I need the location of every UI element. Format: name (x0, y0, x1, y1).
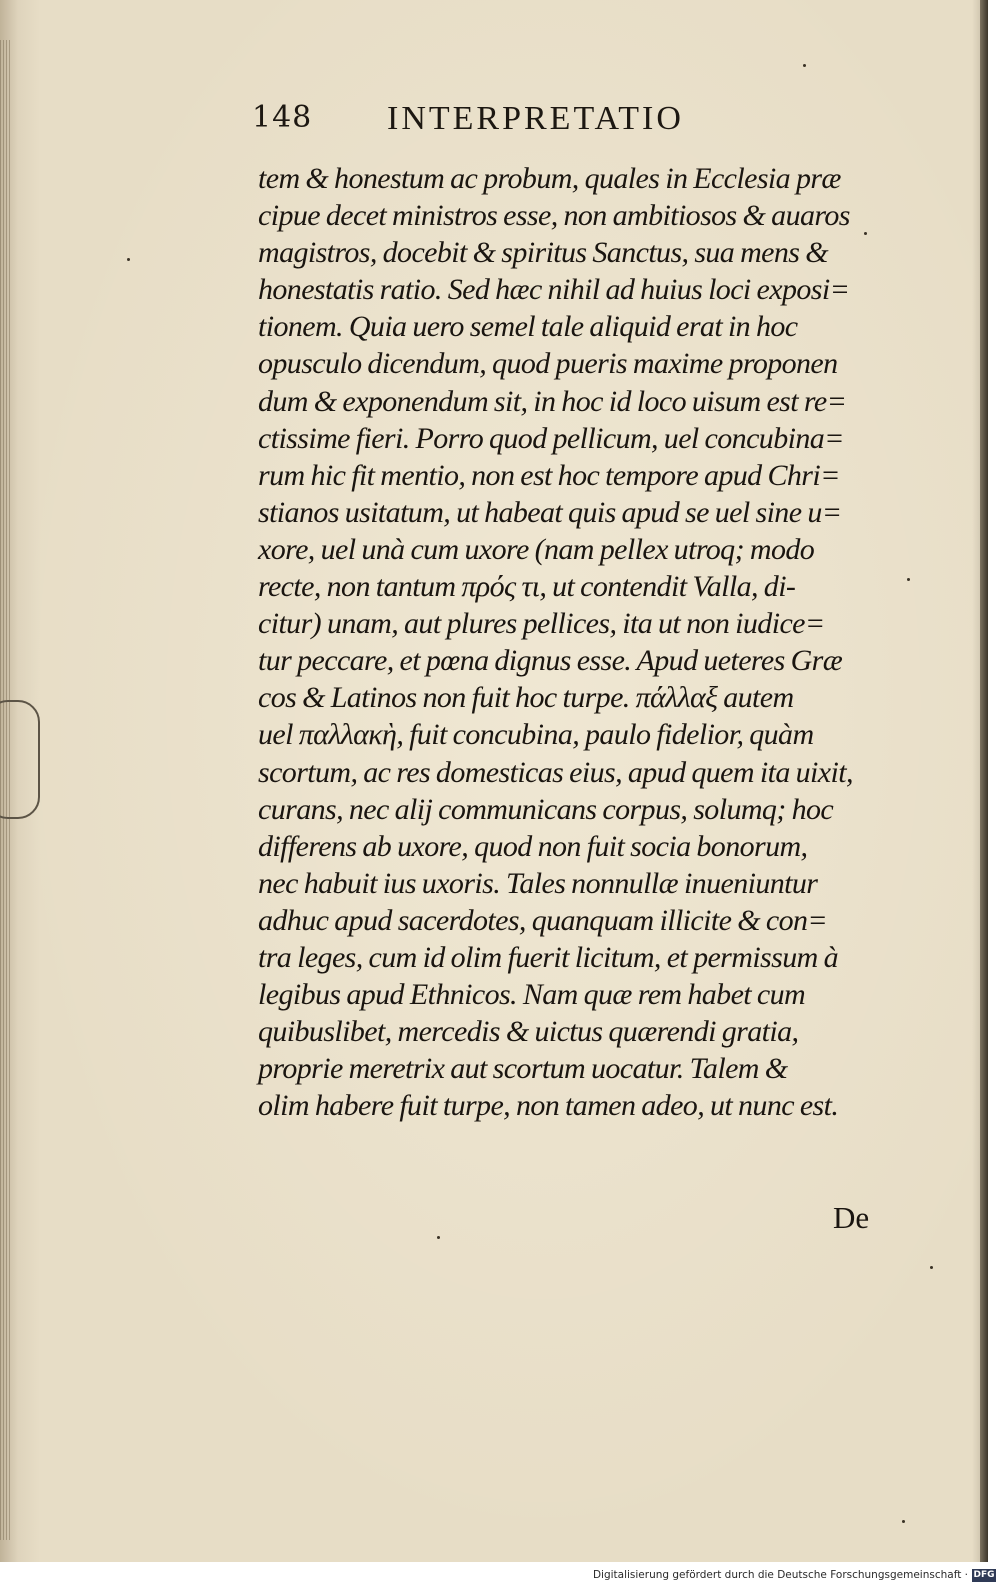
text-line: magistros, docebit & spiritus Sanctus, sua mens & (258, 236, 829, 270)
text-line: opusculo dicendum, quod pueris maxime proponen (258, 347, 838, 381)
body-text (258, 160, 870, 1124)
text-line: honestatis ratio. Sed hæc nihil ad huius loci exposi= (258, 273, 850, 307)
text-line: tem & honestum ac probum, quales in Ecclesia præ (258, 162, 841, 195)
text-line: dum & exponendum sit, in hoc id loco uisum est re= (258, 384, 847, 418)
text-line: ctissime fieri. Porro quod pellicum, uel concubina= (258, 421, 844, 455)
text-line: uel παλλακὴ, fuit concubina, paulo fidelior, quàm (258, 718, 814, 752)
dfg-logo: DFG (973, 1570, 995, 1580)
text-line: nec habuit ius uxoris. Tales nonnullæ inueniuntur (258, 866, 818, 900)
text-line: quibuslibet, mercedis & uictus quærendi gratia, (258, 1015, 799, 1049)
text-line: tra leges, cum id olim fuerit licitum, et permissum à (258, 940, 838, 974)
footer-credit: Digitalisierung gefördert durch die Deutsche Forschungsgemeinschaft · (592, 1569, 968, 1581)
page-header (252, 100, 732, 144)
text-line: scortum, ac res domesticas eius, apud quem ita uixit, (258, 755, 853, 789)
text-line: curans, nec alij communicans corpus, solumq; hoc (258, 792, 834, 826)
text-line: legibus apud Ethnicos. Nam quæ rem habet cum (258, 978, 806, 1012)
page-number: 148 (252, 100, 313, 135)
text-line: rum hic fit mentio, non est hoc tempore apud Chri= (258, 458, 840, 492)
text-line: stianos usitatum, ut habeat quis apud se uel sine u= (258, 495, 842, 529)
page-clip-outline (0, 700, 40, 819)
text-line: citur) unam, aut plures pellices, ita ut non iudice= (258, 607, 825, 641)
text-line: cos & Latinos non fuit hoc turpe. πάλλαξ autem (258, 681, 794, 715)
text-line: differens ab uxore, quod non fuit socia bonorum, (258, 829, 808, 863)
text-line: olim habere fuit turpe, non tamen adeo, ut nunc est. (258, 1089, 839, 1123)
text-line: tionem. Quia uero semel tale aliquid erat in hoc (258, 310, 798, 344)
text-line: tur peccare, et pœna dignus esse. Apud ueteres Græ (258, 644, 843, 678)
text-line: recte, non tantum πρός τι, ut contendit Valla, di- (258, 570, 796, 604)
text-line: cipue decet ministros esse, non ambitiosos & auaros (258, 199, 850, 233)
footer-bar (0, 1562, 1000, 1589)
text-line: proprie meretrix aut scortum uocatur. Talem & (258, 1052, 788, 1086)
text-line: xore, uel unà cum uxore (nam pellex utroq; modo (258, 532, 815, 566)
catchword: De (833, 1200, 870, 1235)
text-line: adhuc apud sacerdotes, quanquam illicite & con= (258, 903, 828, 937)
running-title: INTERPRETATIO (387, 100, 684, 137)
binding-edge (980, 0, 988, 1562)
